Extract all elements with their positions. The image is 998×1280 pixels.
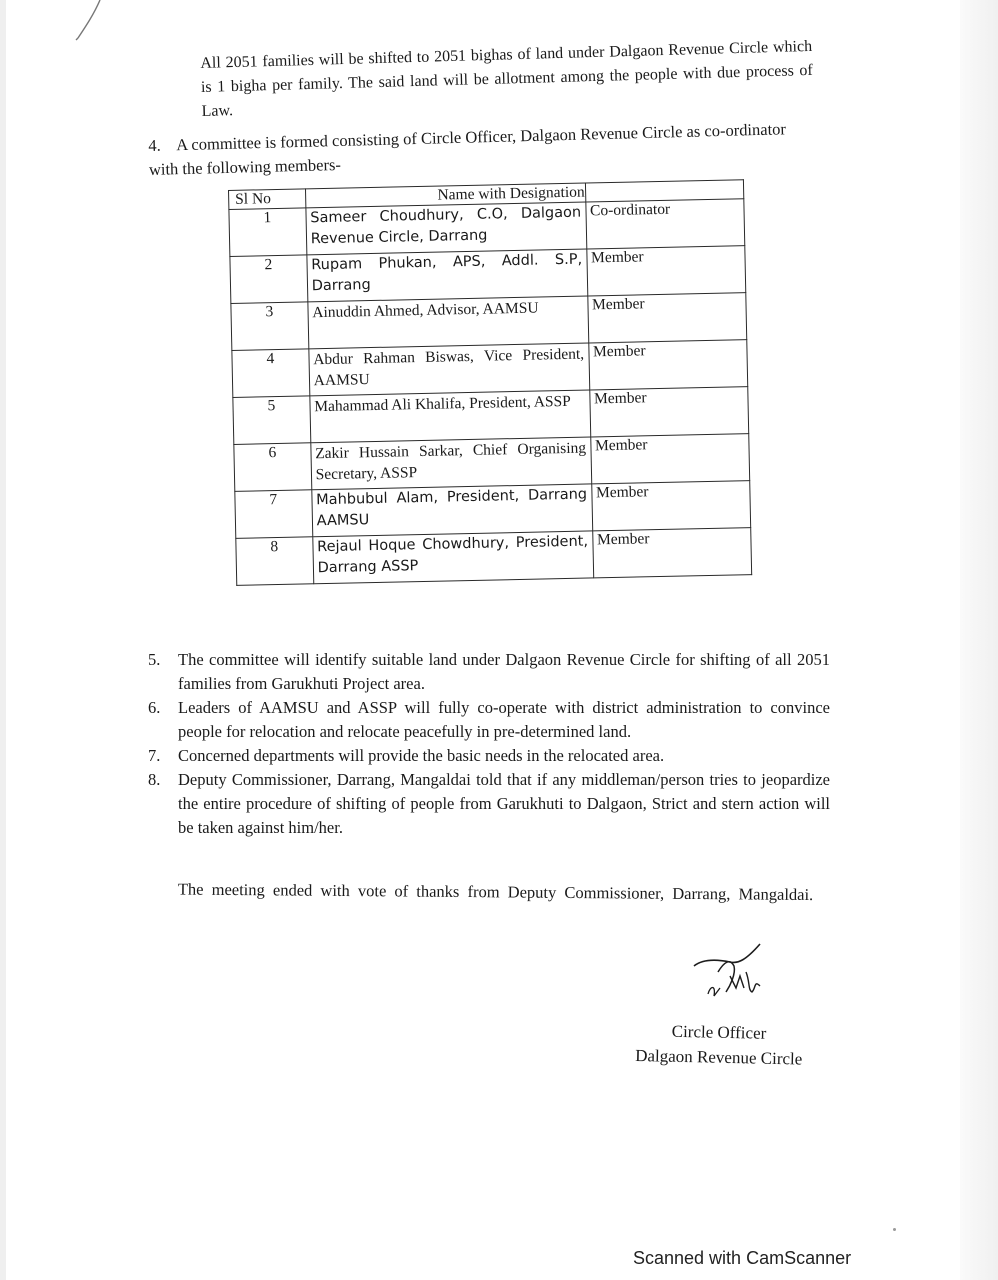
intro-text: All 2051 families will be shifted to 2051 bighas of land under Dalgaon Revenue Circle which is 1 bigha per family. The said land will be allotment among the people with due process of Law. <box>200 37 813 120</box>
clause-text: A committee is formed consisting of Circle Officer, Dalgaon Revenue Circle as co-ordinator with the following members- <box>148 119 787 179</box>
point-number: 7. <box>148 746 161 765</box>
role-cell: Member <box>586 246 745 296</box>
scan-right-edge <box>960 0 998 1280</box>
scan-speck <box>893 1228 896 1231</box>
role-cell: Member <box>591 481 750 531</box>
name-cell: Rejaul Hoque Chowdhury, President, Darrang ASSP <box>312 531 593 584</box>
sl-cell: 7 <box>235 490 313 539</box>
signatory-block <box>635 1018 856 1073</box>
point-number: 5. <box>148 650 161 669</box>
name-cell: Mahbubul Alam, President, Darrang AAMSU <box>312 484 593 537</box>
point-text: Leaders of AAMSU and ASSP will fully co-operate with district administration to convince people for relocation and relocate peacefully in pre-determined land. <box>178 698 830 741</box>
committee-table-wrapper <box>228 179 756 586</box>
resolution-points <box>148 648 830 840</box>
sl-cell: 6 <box>234 443 312 492</box>
closing-paragraph <box>118 876 836 907</box>
name-cell: Abdur Rahman Biswas, Vice President, AAMSU <box>309 343 590 396</box>
committee-table <box>228 179 752 586</box>
name-cell: Rupam Phukan, APS, Addl. S.P, Darrang <box>307 249 588 302</box>
list-item <box>148 768 830 840</box>
point-number: 8. <box>148 770 161 789</box>
sl-cell: 2 <box>230 255 308 304</box>
role-cell: Co-ordinator <box>585 199 744 249</box>
list-item <box>148 744 830 768</box>
pen-mark <box>74 0 104 46</box>
scan-left-edge <box>0 0 6 1280</box>
list-item <box>148 648 830 696</box>
name-cell: Sameer Choudhury, C.O, Dalgaon Revenue Circle, Darrang <box>306 202 587 255</box>
role-cell: Member <box>590 434 749 484</box>
closing-text: The meeting ended with vote of thanks from Deputy Commissioner, Darrang, Mangaldai. <box>177 879 814 905</box>
role-cell: Member <box>588 340 747 390</box>
role-cell: Member <box>589 387 748 437</box>
clause-number: 4. <box>148 135 161 155</box>
point-number: 6. <box>148 698 161 717</box>
list-item <box>148 696 830 744</box>
sl-cell: 1 <box>229 208 307 257</box>
point-text: Concerned departments will provide the basic needs in the relocated area. <box>178 746 665 765</box>
role-cell: Member <box>592 528 751 578</box>
name-cell: Zakir Hussain Sarkar, Chief Organising Secretary, ASSP <box>311 437 592 490</box>
table-row <box>236 528 752 586</box>
signatory-title: Circle Officer <box>671 1021 767 1043</box>
sl-cell: 3 <box>231 302 309 351</box>
scanner-watermark: Scanned with CamScanner <box>633 1248 852 1268</box>
signatory-office: Dalgaon Revenue Circle <box>635 1045 803 1069</box>
name-cell: Mahammad Ali Khalifa, President, ASSP <box>310 390 591 443</box>
committee-clause <box>148 117 813 182</box>
header-sl-no: Sl No <box>229 189 306 210</box>
point-text: The committee will identify suitable land under Dalgaon Revenue Circle for shifting of all 2051 families from Garukhuti Project area. <box>178 650 830 693</box>
intro-paragraph <box>200 35 814 124</box>
handwritten-signature <box>690 936 770 1008</box>
role-cell: Member <box>587 293 746 343</box>
sl-cell: 4 <box>232 349 310 398</box>
sl-cell: 5 <box>233 396 311 445</box>
name-cell: Ainuddin Ahmed, Advisor, AAMSU <box>308 296 589 349</box>
point-text: Deputy Commissioner, Darrang, Mangaldai told that if any middleman/person tries to jeopardize the entire procedure of shifting of people from Garukhuti to Dalgaon, Strict and stern action will be taken against him/her. <box>178 770 830 837</box>
sl-cell: 8 <box>236 537 314 586</box>
header-name-designation: Name with Designation <box>305 183 585 208</box>
